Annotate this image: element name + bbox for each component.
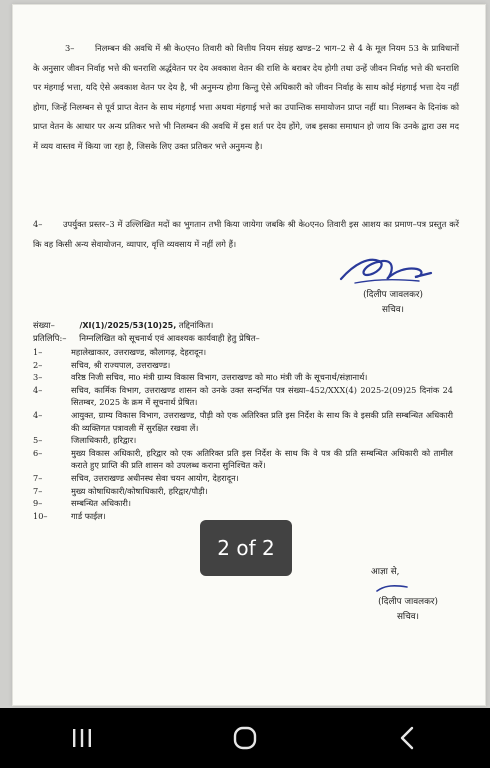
copy-label: प्रतिलिपि:– [33, 333, 67, 343]
list-item: 9– सम्बन्धित अधिकारी। [33, 498, 131, 509]
home-button[interactable] [215, 708, 275, 768]
document-page [12, 4, 486, 706]
by-order-text: आज्ञा से, [371, 567, 400, 577]
list-item: 3– वरिष्ठ निजी सचिव, माo मंत्री ग्राम्य विकास विभाग, उत्तराखण्ड को माo मंत्री जी के सूचनार्थ/संज्ञानार्थ। [33, 372, 368, 383]
sankhya-label: संख्या– [33, 320, 55, 330]
signatory-name: (दिलीप जावलकर) [363, 290, 423, 300]
page-indicator: 2 of 2 [200, 520, 292, 576]
signatory-post: सचिव। [396, 612, 420, 622]
home-icon [232, 725, 258, 751]
list-item: 4– आयुक्त, ग्राम्य विकास विभाग, उत्तराखण्ड, पौड़ी को एक अतिरिक्त प्रति इस निर्देश के साथ कि वे इसकी प्रति सम्बन्धित अधिकारी की व्यक्तिगत पत्रावली में सुरक्षित रखवा लें। [33, 409, 453, 433]
list-item: 6– मुख्य विकास अधिकारी, हरिद्वार को एक अतिरिक्त प्रति इस निर्देश के साथ कि वे पत्र की प्रति सम्बन्धित अधिकारी को तामील कराते हुए प्राप्ति की प्रति शासन को उपलब्ध कराना सुनिश्चित करें। [33, 447, 453, 471]
list-item: 7– सचिव, उत्तराखण्ड अधीनस्थ सेवा चयन आयोग, देहरादून। [33, 472, 239, 483]
paragraph-number: 3– [65, 43, 75, 53]
list-item: 4– सचिव, कार्मिक विभाग, उत्तराखण्ड शासन को उनके उक्त सन्दर्भित पत्र संख्या–452/XXX(4) 2025-2(09)25 दिनांक 24 सितम्बर, 2025 के क्रम में सूचनार्थ प्रेषित। [33, 384, 453, 408]
recent-apps-button[interactable] [52, 708, 112, 768]
list-item: 10– गार्ड फाईल। [33, 510, 106, 521]
back-icon [397, 725, 419, 751]
copy-intro: निम्नलिखित को सूचनार्थ एवं आवश्यक कार्यवाही हेतु प्रेषित– [79, 333, 260, 343]
paragraph-3 [33, 39, 459, 157]
reference-line [33, 319, 459, 332]
paragraph-text: उपर्युक्त प्रस्तर–3 में उल्लिखित मदों का भुगतान तभी किया जायेगा जबकि श्री केoएनo तिवारी इस आशय का प्रमाण–पत्र प्रस्तुत करें कि वह किसी अन्य सेवायोजन, व्यापार, वृत्ति व्यवसाय में नहीं लगे हैं। [33, 219, 459, 249]
signatory-name: (दिलीप जावलकर) [378, 597, 438, 607]
sankhya-suffix: तद्दिनांकित। [176, 320, 214, 330]
list-item: 5– जिलाधिकारी, हरिद्वार। [33, 435, 137, 446]
signature-image [335, 249, 435, 291]
sankhya-number: /XI(1)/2025/53(10)25, [79, 321, 177, 330]
paragraph-number: 4– [33, 219, 43, 229]
copy-list [33, 346, 453, 522]
android-navigation-bar [0, 708, 490, 768]
recent-apps-icon [70, 727, 94, 749]
back-button[interactable] [378, 708, 438, 768]
list-item: 1– महालेखाकार, उत्तराखण्ड, कौलागढ़, देहरादून। [33, 347, 207, 357]
list-item: 7– मुख्य कोषाधिकारी/कोषाधिकारी, हरिद्वार/पौड़ी। [33, 485, 208, 496]
copy-heading [33, 332, 459, 345]
signatory-post: सचिव। [381, 305, 405, 315]
list-item: 2– सचिव, श्री राज्यपाल, उत्तराखण्ड। [33, 359, 171, 370]
paragraph-text: निलम्बन की अवधि में श्री केoएनo तिवारी को वित्तीय नियम संग्रह खण्ड–2 भाग–2 से 4 के मूल नियम 53 के प्राविधानों के अनुसार जीवन निर्वाह भत्ते की धनराशि अर्द्धवेतन पर देय अवकाश वेतन की राशि के बराबर देय होगी तथा उन्हें जीवन निर्वाह भत्ते की धनराशि पर मंहगाई भत्ता, यदि ऐसे अवकाश वेतन पर देय है, भी अनुमन्य होगा किन्तु ऐसे अधिकारी को जीवन निर्वाह के साथ कोई मंहगाई भत्ता देय नहीं होगा, जिन्हें निलम्बन से पूर्व प्राप्त वेतन के साथ मंहगाई भत्ता अथवा मंहगाई भत्ते का उपान्तिक समायोजन प्राप्त नहीं था। निलम्बन के दिनांक को प्राप्त वेतन के आधार पर अन्य प्रतिकर भत्ते भी निलम्बन की अवधि में इस शर्त पर देय होंगे, जब इसका समाधान हो जाय कि उनके द्वारा उस मद में व्यय वास्तव में किया जा रहा है, जिसके लिए उक्त प्रतिकर भत्ते अनुमन्य है। [33, 43, 459, 151]
